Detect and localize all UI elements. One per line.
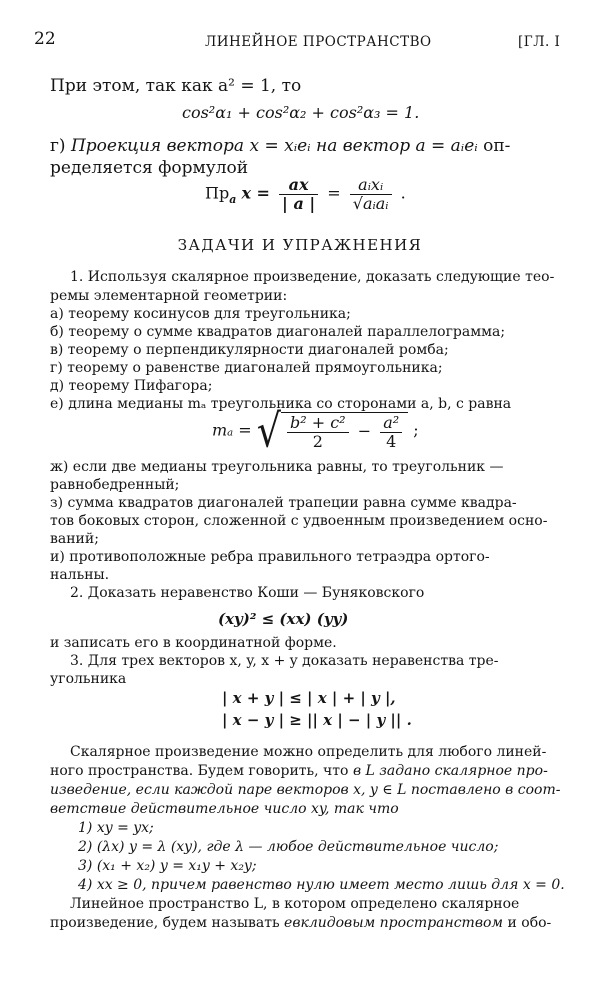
def-line2 bbox=[50, 764, 548, 779]
def-line1: Скалярное произведение можно определить для любого линей- bbox=[70, 744, 547, 760]
def-line3: изведение, если каждой паре векторов x, y ∈ L поставлено в соот- bbox=[50, 782, 561, 798]
p1-line-4: в) теорему о перпендикулярности диагоналей ромба; bbox=[50, 342, 449, 358]
proj-frac2-num: aᵢxᵢ bbox=[350, 176, 392, 195]
projection-italic: Проекция вектора x = xᵢeᵢ на вектор a = aᵢeᵢ bbox=[70, 136, 478, 156]
p2-tail: и записать его в координатной форме. bbox=[50, 635, 337, 651]
def-line4: ветствие действительное число xy, так что bbox=[50, 801, 399, 817]
median-frac2 bbox=[380, 414, 402, 450]
p1-line-0: 1. Используя скалярное произведение, доказать следующие тео- bbox=[70, 269, 555, 285]
proj-frac2 bbox=[350, 176, 392, 212]
median-frac1-num: b² + c² bbox=[287, 414, 349, 433]
median-frac2-den: 4 bbox=[386, 431, 397, 451]
p1-more-4: ваний; bbox=[50, 531, 99, 547]
p3-line2: угольника bbox=[50, 671, 127, 687]
closing-line2-plain: произведение, будем называть bbox=[50, 915, 280, 931]
closing-line2-italic: евклидовым пространством bbox=[284, 915, 504, 931]
p1-line-6: д) теорему Пифагора; bbox=[50, 378, 213, 394]
median-radicand bbox=[281, 412, 408, 450]
median-formula bbox=[212, 404, 419, 458]
proj-frac1 bbox=[279, 176, 318, 212]
cos-formula: cos²α₁ + cos²α₂ + cos²α₃ = 1. bbox=[182, 103, 420, 122]
proj-frac1-num: ax bbox=[279, 176, 318, 195]
p1-line-7: е) длина медианы mₐ треугольника со сторонами a, b, c равна bbox=[50, 396, 512, 412]
median-minus: − bbox=[357, 421, 372, 441]
median-tail: ; bbox=[413, 420, 419, 440]
section-title: ЗАДАЧИ И УПРАЖНЕНИЯ bbox=[177, 236, 423, 254]
axiom-4: 4) xx ≥ 0, причем равенство нулю имеет место лишь для x = 0. bbox=[78, 877, 565, 893]
p1-line-5: г) теорему о равенстве диагоналей прямоугольника; bbox=[50, 360, 443, 376]
running-title: ЛИНЕЙНОЕ ПРОСТРАНСТВО bbox=[205, 34, 432, 50]
p1-more-2: з) сумма квадратов диагоналей трапеции равна сумме квадра- bbox=[50, 495, 517, 511]
median-frac1-den: 2 bbox=[312, 431, 323, 451]
page-number: 22 bbox=[34, 29, 56, 49]
p1-more-5: и) противоположные ребра правильного тетраэдра ортого- bbox=[50, 549, 490, 565]
p1-more-1: равнобедренный; bbox=[50, 477, 180, 493]
p1-more-0: ж) если две медианы треугольника равны, то треугольник — bbox=[50, 459, 504, 475]
axiom-1: 1) xy = yx; bbox=[78, 820, 154, 836]
projection-paragraph-line1 bbox=[50, 137, 510, 156]
axiom-3: 3) (x₁ + x₂) y = x₁y + x₂y; bbox=[78, 858, 257, 874]
projection-paragraph-line2: ределяется формулой bbox=[50, 158, 249, 178]
intro-line: При этом, так как a² = 1, то bbox=[50, 76, 302, 96]
median-frac1 bbox=[287, 414, 349, 450]
def-line2-italic: в L задано скалярное про- bbox=[352, 763, 548, 779]
proj-period: . bbox=[400, 183, 406, 203]
proj-var: x = bbox=[241, 183, 270, 203]
projection-tail: оп- bbox=[483, 136, 511, 156]
median-frac2-num: a² bbox=[380, 414, 402, 433]
chapter-label: [ГЛ. I bbox=[518, 34, 561, 50]
closing-line2-tail: и обо- bbox=[507, 915, 552, 931]
proj-symbol: Пр bbox=[205, 183, 230, 203]
p2-line: 2. Доказать неравенство Коши — Буняковского bbox=[70, 585, 425, 601]
def-line2-plain: ного пространства. Будем говорить, что bbox=[50, 763, 349, 779]
p1-line-2: а) теорему косинусов для треугольника; bbox=[50, 306, 351, 322]
projection-formula bbox=[205, 176, 406, 212]
p3-formula1: | x + y | ≤ | x | + | y |, bbox=[222, 689, 396, 707]
p2-formula: (xy)² ≤ (xx) (yy) bbox=[218, 610, 349, 628]
p1-more-6: нальны. bbox=[50, 567, 110, 583]
proj-eq: = bbox=[327, 183, 341, 203]
p1-line-3: б) теорему о сумме квадратов диагоналей параллелограмма; bbox=[50, 324, 506, 340]
p1-line-1: ремы элементарной геометрии: bbox=[50, 288, 288, 304]
closing-line1: Линейное пространство L, в котором определено скалярное bbox=[70, 896, 520, 912]
proj-frac2-den: √aᵢaᵢ bbox=[352, 193, 389, 213]
proj-frac1-den: | a | bbox=[282, 193, 316, 213]
p3-formula2: | x − y | ≥ || x | − | y || . bbox=[222, 711, 412, 729]
median-lhs: mₐ = bbox=[212, 420, 252, 440]
sqrt-sign-icon: √ bbox=[256, 404, 281, 458]
proj-sub: a bbox=[229, 192, 237, 206]
p3-line1: 3. Для трех векторов x, y, x + y доказать неравенства тре- bbox=[70, 653, 499, 669]
closing-line2 bbox=[50, 916, 551, 931]
p1-more-3: тов боковых сторон, сложенной с удвоенным произведением осно- bbox=[50, 513, 548, 529]
axiom-2: 2) (λx) y = λ (xy), где λ — любое действительное число; bbox=[78, 839, 499, 855]
projection-label: г) bbox=[50, 136, 66, 156]
